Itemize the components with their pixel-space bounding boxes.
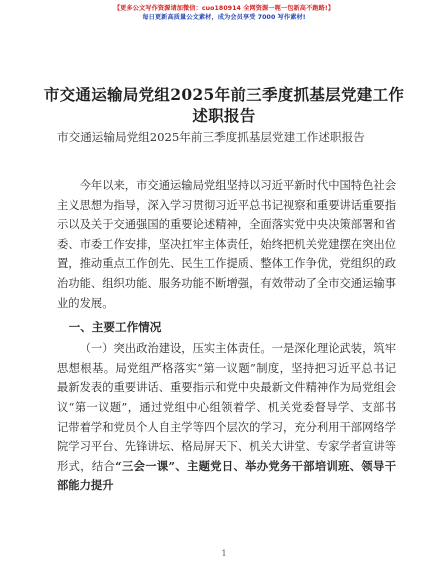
- section-heading-main-work: 一、主要工作情况: [68, 320, 162, 335]
- document-title: 市交通运输局党组2025年前三季度抓基层党建工作述职报告: [43, 85, 405, 125]
- intro-paragraph: 今年以来，市交通运输局党组坚持以习近平新时代中国特色社会主义思想为指导，深入学习贯彻习近平总书记视察和重要讲话重要指示以及关于交通强国的重要论述精神，全面落实党中央决策部署和省委、市委工作安排，坚决扛牢主体责任，始终把机关党建摆在突出位置，推动重点工作创先、民生工作提质、整体工作争优，党组织的政治功能、组织功能、服务功能不断增强，有效带动了全市交通运输事业的发展。: [57, 179, 396, 310]
- page-number: 1: [221, 549, 227, 558]
- paragraph-political-construction-tail: “三会一课”、主题党日、举办党务干部培训班、领导干部能力提升: [57, 458, 396, 493]
- promo-banner-line-2: 每日更新高质量公文素材，成为会员享受 7000 写作素材!: [142, 14, 306, 21]
- paragraph-political-construction: [57, 339, 396, 496]
- paragraph-political-construction-text: （一）突出政治建设，压实主体责任。一是深化理论武装，筑牢思想根基。局党组严格落实“第一议题”制度，坚持把习近平总书记最新发表的重要讲话、重要指示和党中央最新文件精神作为局党组会议“第一议题”，通过党组中心组领着学、机关党委督导学、支部书记带着学和党员个人自主学等四个层次的学习，充分利用干部网络学院学习平台、先锋讲坛、格局屏天下、机关大讲堂、专家学者宣讲等形式，结合: [57, 342, 396, 473]
- promo-banner: [0, 4, 448, 22]
- document-body: [57, 176, 396, 496]
- promo-banner-line-1: 【更多公文写作资源请加微信：cuo180914 全网资源一呃一包新高不跑路!】: [113, 5, 335, 12]
- document-subtitle: 市交通运输局党组2025年前三季度抓基层党建工作述职报告: [57, 130, 365, 144]
